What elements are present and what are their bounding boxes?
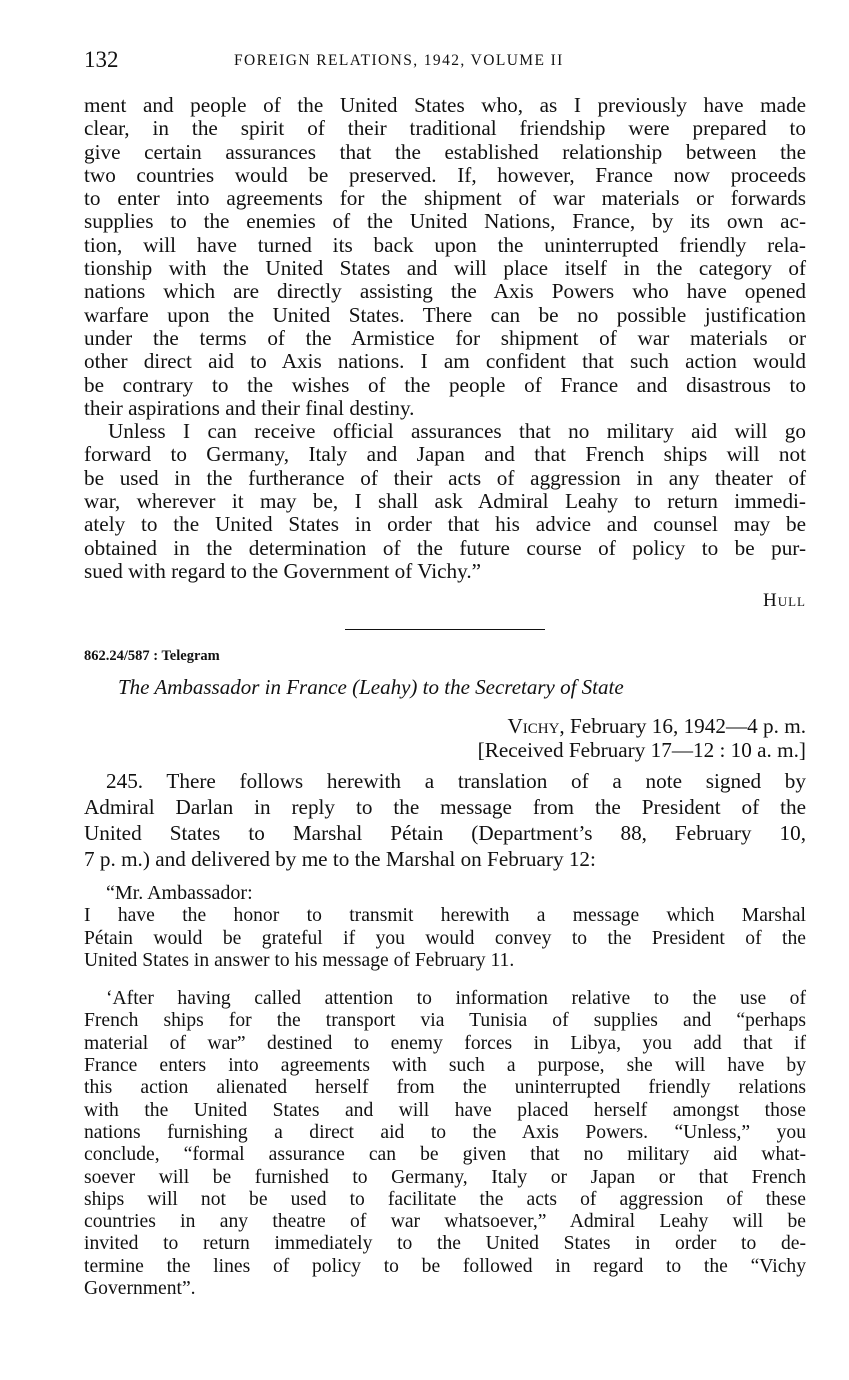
text-line: ships will not be used to facilitate the acts of aggression of these — [84, 1188, 806, 1210]
paragraph-continuation — [84, 94, 806, 420]
text-line: material of war” destined to enemy forces in Libya, you add that if — [84, 1032, 806, 1054]
text-line: Admiral Darlan in reply to the message from the President of the — [84, 795, 806, 820]
page-number: 132 — [84, 47, 119, 72]
text-line: tion, will have turned its back upon the uninterrupted friendly rela- — [84, 232, 806, 257]
paragraph-unless — [84, 420, 806, 583]
note-paragraph-1 — [84, 905, 806, 972]
text-line: with the United States and will have placed herself amongst those — [84, 1099, 806, 1121]
signature-hull: Hull — [763, 590, 806, 612]
text-line: this action alienated herself from the uninterrupted friendly relations — [84, 1077, 806, 1099]
text-line: under the terms of the Armistice for shipment of war materials or — [84, 325, 806, 350]
text-line: termine the lines of policy to be followed in regard to the “Vichy — [84, 1255, 806, 1277]
text-line: France enters into agreements with such a purpose, she will have by — [84, 1055, 806, 1077]
text-line: United States to Marshal Pétain (Department’s 88, February 10, — [84, 821, 806, 846]
text-line: sued with regard to the Government of Vichy.” — [84, 558, 482, 583]
text-line: nations furnishing a direct aid to the Axis Powers. “Unless,” you — [84, 1121, 806, 1143]
dateline — [84, 714, 806, 762]
text-line: soever will be furnished to Germany, Italy or Japan or that French — [84, 1166, 806, 1188]
salutation: “Mr. Ambassador: — [106, 882, 253, 905]
text-line: clear, in the spirit of their traditional friendship were prepared to — [84, 116, 806, 141]
text-line: their aspirations and their final destiny. — [84, 395, 415, 420]
text-line: nations which are directly assisting the Axis Powers who have opened — [84, 279, 806, 304]
dateline-received: [Received February 17—12 : 10 a. m.] — [477, 738, 806, 763]
note-paragraph-2 — [84, 988, 806, 1300]
text-line: two countries would be preserved. If, however, France now proceeds — [84, 162, 806, 187]
dateline-place: Vichy — [507, 714, 560, 739]
text-line: supplies to the enemies of the United Nations, France, by its own ac- — [84, 209, 806, 234]
text-line: be contrary to the wishes of the people of France and disastrous to — [84, 372, 806, 397]
text-line: United States in answer to his message of February 11. — [84, 949, 515, 971]
text-line: give certain assurances that the established relationship between the — [84, 139, 806, 164]
text-line: countries in any theatre of war whatsoever,” Admiral Leahy will be — [84, 1211, 806, 1233]
text-line: warfare upon the United States. There can be no possible justification — [84, 302, 806, 327]
file-reference: 862.24/587 : Telegram — [84, 648, 220, 665]
section-divider — [345, 629, 545, 630]
text-line: I have the honor to transmit herewith a message which Marshal — [84, 905, 806, 927]
page-header — [84, 46, 806, 76]
text-line: Unless I can receive official assurances that no military aid will go — [108, 419, 806, 444]
text-line: ‘After having called attention to information relative to the use of — [106, 988, 806, 1010]
text-line: 245. There follows herewith a translation of a note signed by — [106, 769, 806, 794]
text-line: 7 p. m.) and delivered by me to the Marshal on February 12: — [84, 847, 596, 872]
text-line: ment and people of the United States who, as I previously have made — [84, 93, 806, 117]
running-head: FOREIGN RELATIONS, 1942, VOLUME II — [234, 52, 564, 69]
text-line: to enter into agreements for the shipment of war materials or forwards — [84, 186, 806, 211]
text-line: forward to Germany, Italy and Japan and that French ships will not — [84, 442, 806, 467]
text-line: conclude, “formal assurance can be given that no military aid what- — [84, 1144, 806, 1166]
text-line: French ships for the transport via Tunisia of supplies and “perhaps — [84, 1010, 806, 1032]
dateline-sent — [84, 714, 806, 738]
text-line: tionship with the United States and will place itself in the category of — [84, 256, 806, 281]
text-line: ately to the United States in order that his advice and counsel may be — [84, 512, 806, 537]
text-line: obtained in the determination of the future course of policy to be pur- — [84, 535, 806, 560]
dateline-sent-time: , February 16, 1942—4 p. m. — [559, 714, 806, 739]
text-line: be used in the furtherance of their acts of aggression in any theater of — [84, 465, 806, 490]
text-line: Government”. — [84, 1277, 196, 1299]
text-line: Pétain would be grateful if you would convey to the President of the — [84, 927, 806, 949]
text-line: other direct aid to Axis nations. I am confident that such action would — [84, 349, 806, 374]
document-page — [84, 46, 806, 1300]
text-line: war, wherever it may be, I shall ask Admiral Leahy to return immedi- — [84, 489, 806, 514]
text-line: invited to return immediately to the United States in order to de- — [84, 1233, 806, 1255]
document-title: The Ambassador in France (Leahy) to the Secretary of State — [118, 675, 624, 700]
telegram-body — [84, 768, 806, 872]
